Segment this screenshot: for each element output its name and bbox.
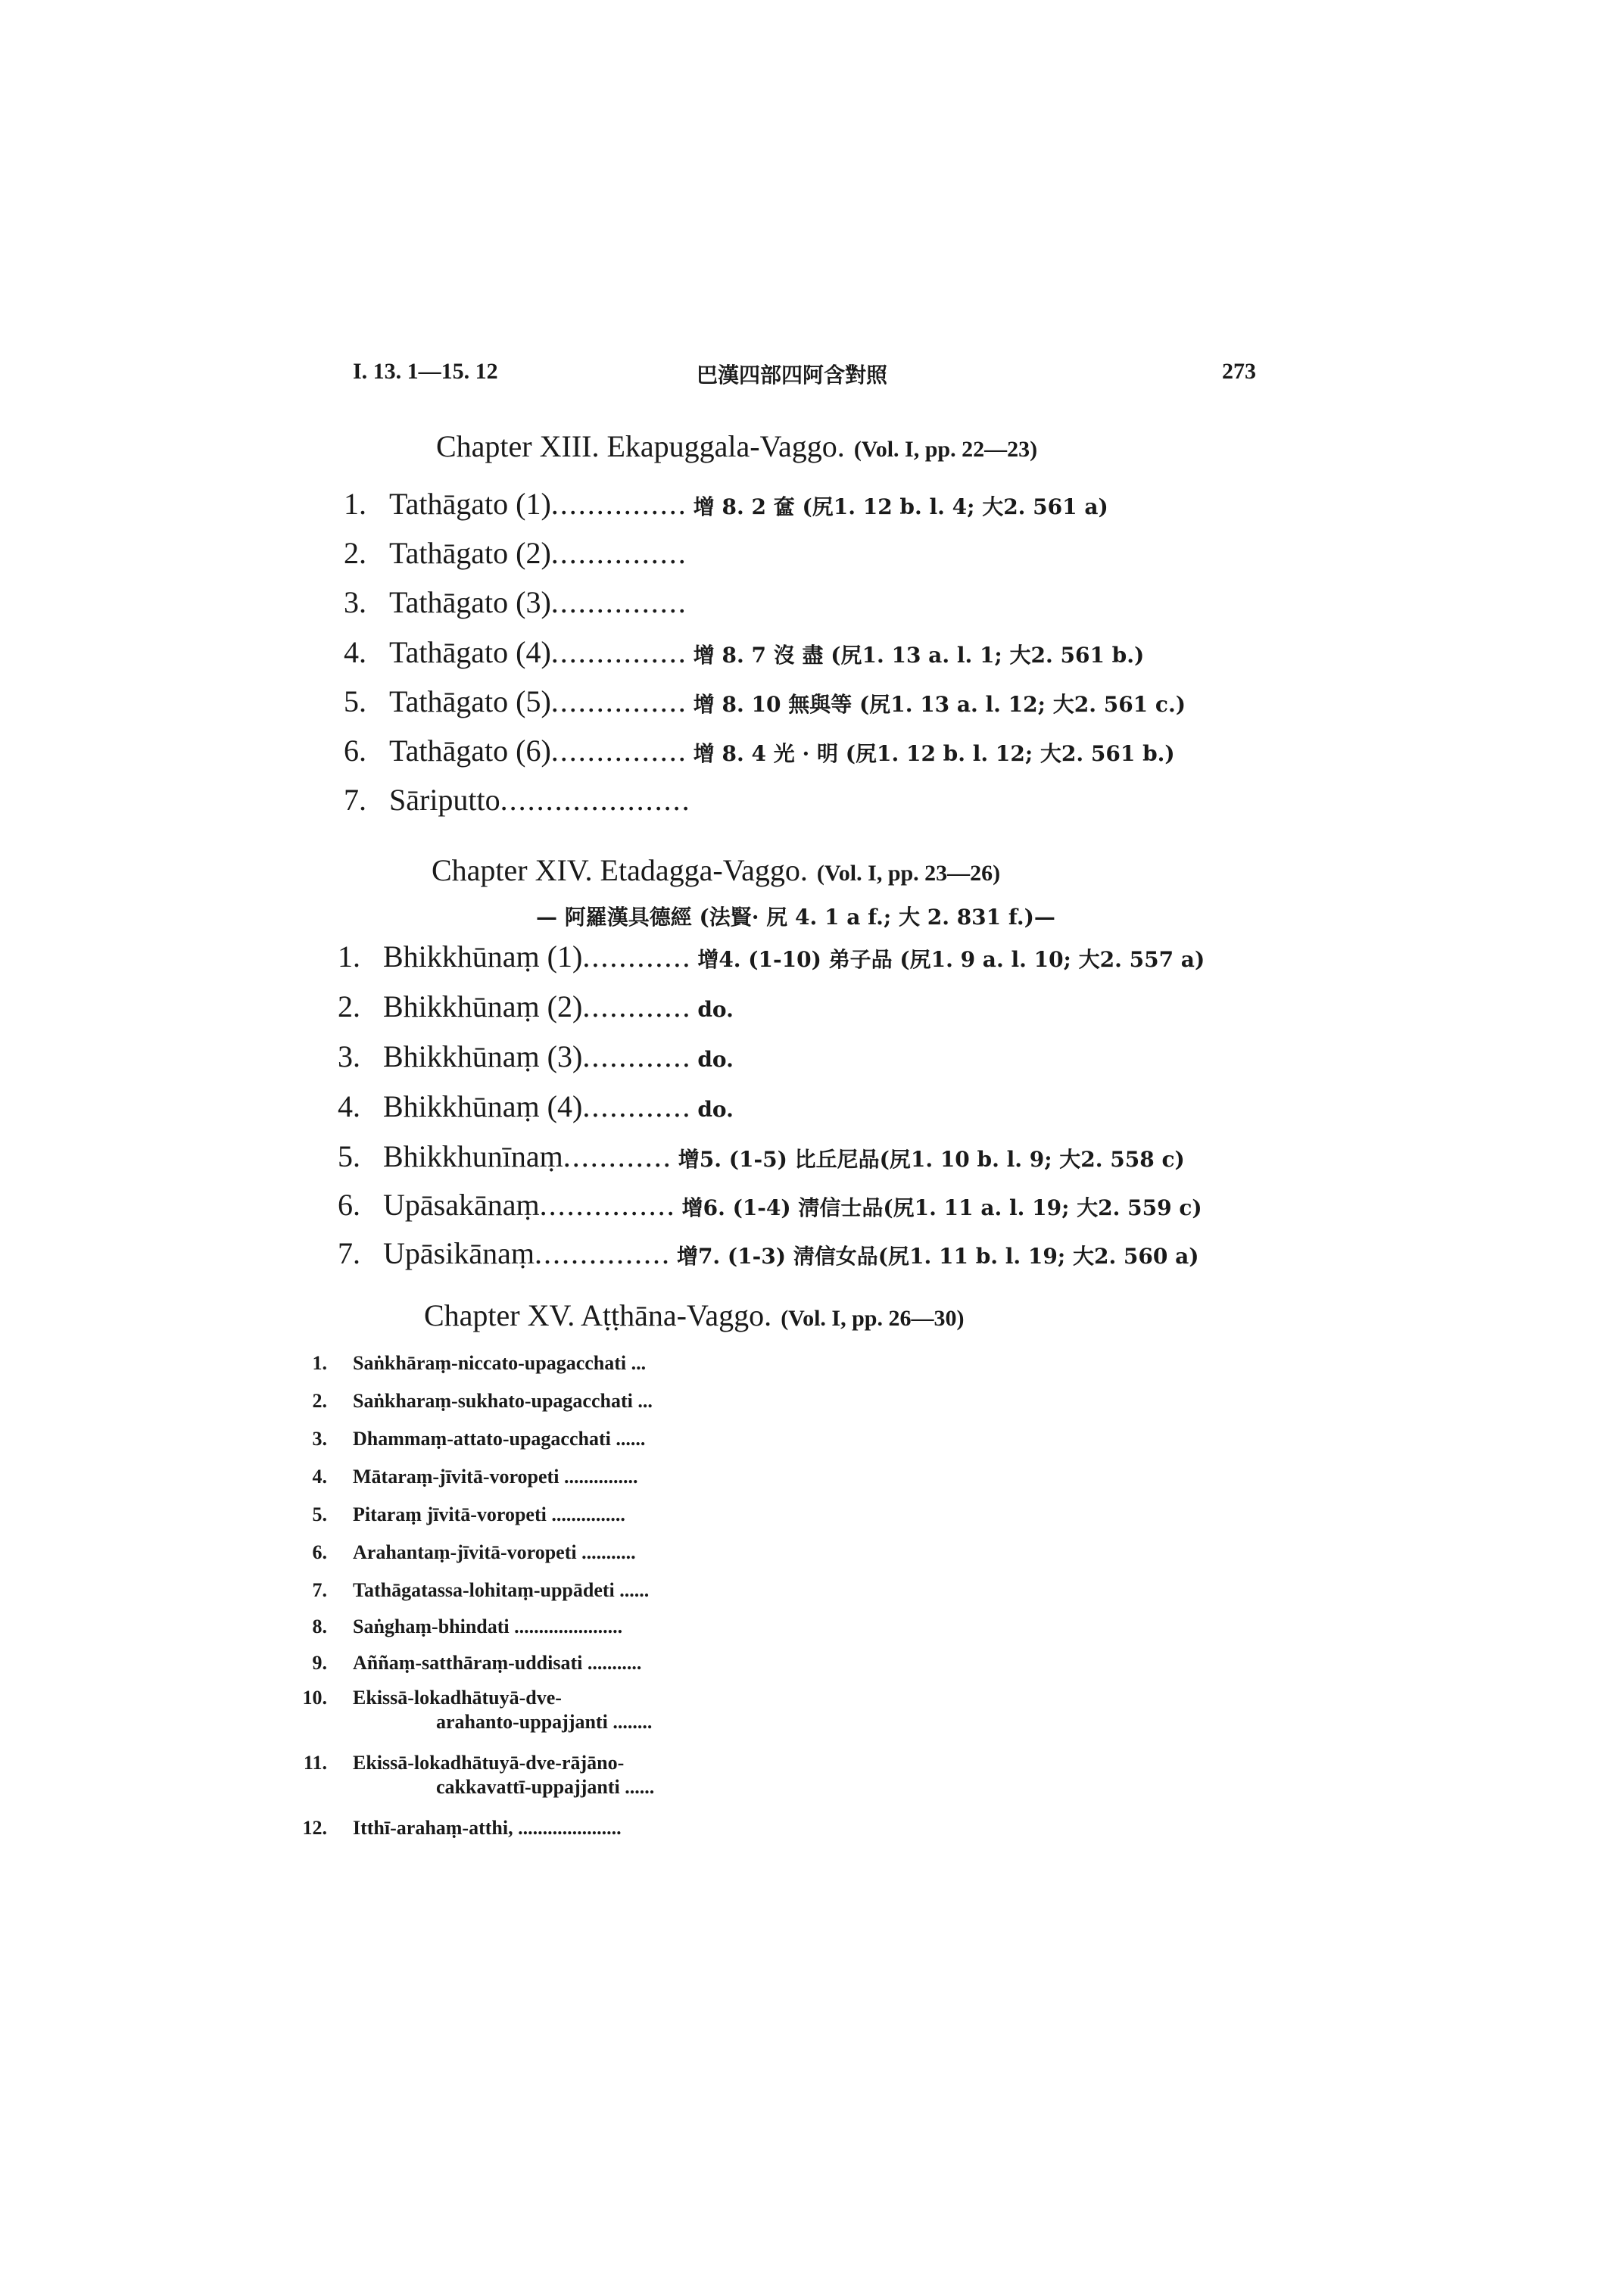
item-number: 3. <box>312 1428 327 1450</box>
item-number: 5. <box>344 684 366 718</box>
item-title: Saṅghaṃ-bhindati <box>353 1615 510 1637</box>
leader-dots: ............... <box>550 734 687 768</box>
chapter-15-title: Chapter XV. Aṭṭhāna-Vaggo. <box>424 1298 772 1332</box>
item-number: 6. <box>338 1188 360 1222</box>
item-number: 9. <box>312 1652 327 1674</box>
item-number: 10. <box>302 1687 327 1709</box>
item-title: Aññaṃ-satthāraṃ-uddisati <box>353 1652 583 1674</box>
leader-dots: ..................... <box>518 1817 622 1839</box>
item-title: Mātaraṃ-jīvitā-voropeti <box>353 1466 560 1488</box>
item-title: Saṅkhāraṃ-niccato-upagacchati <box>353 1352 627 1374</box>
item-number: 12. <box>302 1817 327 1839</box>
chapter-14-heading <box>432 852 1000 888</box>
leader-dots: ........... <box>581 1541 636 1563</box>
chapter-14-subtitle: — 阿羅漢具德經 (法賢· 尻 4. 1 a f.; 大 2. 831 f.)— <box>536 905 1055 930</box>
chapter-14-title: Chapter XIV. Etadagga-Vaggo. <box>432 853 808 887</box>
item-number: 4. <box>312 1466 327 1488</box>
leader-dots: ............ <box>582 989 692 1023</box>
leader-dots: ............... <box>551 1503 625 1525</box>
item-reference: 增5. (1-5) 比丘尼品(尻1. 10 b. l. 9; 大2. 558 c) <box>678 1147 1185 1172</box>
item-reference: do. <box>697 997 734 1022</box>
item-number: 6. <box>312 1541 327 1563</box>
leader-dots: ........... <box>587 1652 642 1674</box>
item-title: Itthī-arahaṃ-atthi, <box>353 1817 513 1839</box>
chapter-13-title: Chapter XIII. Ekapuggala-Vaggo. <box>436 429 845 463</box>
item-reference: 增 8. 4 光 · 明 (尻1. 12 b. l. 12; 大2. 561 b.) <box>693 741 1175 766</box>
item-reference: 增 8. 10 無與等 (尻1. 13 a. l. 12; 大2. 561 c.) <box>693 692 1186 717</box>
leader-dots: ............... <box>550 635 687 669</box>
item-title: Ekissā-lokadhātuyā-dve- <box>353 1687 562 1709</box>
item-reference: 增4. (1-10) 弟子品 (尻1. 9 a. l. 10; 大2. 557 a) <box>697 947 1205 972</box>
item-reference: do. <box>697 1097 734 1122</box>
leader-dots: ............... <box>539 1188 676 1222</box>
leader-dots: ............ <box>582 1089 692 1123</box>
leader-dots: ............... <box>534 1236 671 1270</box>
item-title-continued: cakkavattī-uppajjanti <box>436 1776 620 1798</box>
item-number: 2. <box>344 536 366 570</box>
leader-dots: ...................... <box>514 1615 623 1637</box>
item-number: 4. <box>338 1089 360 1123</box>
leader-dots: ............ <box>582 1039 692 1073</box>
item-reference: do. <box>697 1047 734 1072</box>
running-header-title: 巴漢四部四阿含對照 <box>697 363 888 388</box>
item-title: Sāriputto <box>389 783 500 817</box>
item-title: Bhikkhunīnaṃ <box>383 1139 563 1173</box>
item-number: 1. <box>344 487 366 521</box>
item-title: Tathāgato (5) <box>389 684 551 718</box>
leader-dots: ...... <box>625 1776 655 1798</box>
item-number: 7. <box>312 1579 327 1601</box>
item-title: Bhikkhūnaṃ (2) <box>383 989 583 1023</box>
item-title: Tathāgato (3) <box>389 585 551 619</box>
item-title: Saṅkharaṃ-sukhato-upagacchati <box>353 1390 633 1412</box>
item-number: 2. <box>338 989 360 1023</box>
item-title: Tathāgatassa-lohitaṃ-uppādeti <box>353 1579 615 1601</box>
leader-dots: ............... <box>550 684 687 718</box>
leader-dots: ..................... <box>500 783 691 817</box>
item-title: Arahantaṃ-jīvitā-voropeti <box>353 1541 577 1563</box>
leader-dots: ............... <box>550 536 687 570</box>
item-number: 5. <box>338 1139 360 1173</box>
leader-dots: ............ <box>563 1139 672 1173</box>
item-number: 8. <box>312 1615 327 1637</box>
leader-dots: ... <box>631 1352 647 1374</box>
leader-dots: ............... <box>550 487 687 521</box>
item-number: 4. <box>344 635 366 669</box>
leader-dots: ............... <box>550 585 687 619</box>
item-number: 1. <box>338 939 360 974</box>
chapter-15-volume: (Vol. I, pp. 26—30) <box>781 1306 965 1331</box>
item-title: Upāsakānaṃ <box>383 1188 540 1222</box>
chapter-15-heading <box>424 1298 964 1333</box>
item-title: Tathāgato (6) <box>389 734 551 768</box>
chapter-14-volume: (Vol. I, pp. 23—26) <box>816 861 1001 886</box>
item-title: Upāsikānaṃ <box>383 1236 535 1270</box>
running-header-reference: I. 13. 1—15. 12 <box>353 359 498 384</box>
item-number: 1. <box>312 1352 327 1374</box>
item-reference: 增6. (1-4) 淸信士品(尻1. 11 a. l. 19; 大2. 559 c) <box>681 1195 1202 1220</box>
item-title: Ekissā-lokadhātuyā-dve-rājāno- <box>353 1752 625 1774</box>
item-title: Pitaraṃ jīvitā-voropeti <box>353 1503 547 1525</box>
page-number: 273 <box>1222 359 1256 384</box>
item-title: Tathāgato (1) <box>389 487 551 521</box>
item-title: Tathāgato (4) <box>389 635 551 669</box>
leader-dots: ... <box>637 1390 653 1412</box>
leader-dots: ........ <box>613 1711 653 1733</box>
item-number: 5. <box>312 1503 327 1525</box>
chapter-13-heading <box>436 428 1037 464</box>
item-title-continued: arahanto-uppajjanti <box>436 1711 608 1733</box>
item-number: 2. <box>312 1390 327 1412</box>
item-number: 7. <box>338 1236 360 1270</box>
item-number: 3. <box>338 1039 360 1073</box>
item-title: Dhammaṃ-attato-upagacchati <box>353 1428 611 1450</box>
item-reference: 增7. (1-3) 淸信女品(尻1. 11 b. l. 19; 大2. 560 a) <box>676 1244 1199 1269</box>
item-title: Bhikkhūnaṃ (3) <box>383 1039 583 1073</box>
item-reference: 增 8. 7 沒 盡 (尻1. 13 a. l. 1; 大2. 561 b.) <box>693 643 1145 668</box>
item-title: Bhikkhūnaṃ (1) <box>383 939 583 974</box>
item-number: 7. <box>344 783 366 817</box>
item-number: 6. <box>344 734 366 768</box>
item-title: Tathāgato (2) <box>389 536 551 570</box>
leader-dots: ...... <box>616 1428 646 1450</box>
leader-dots: ............... <box>563 1466 638 1488</box>
item-reference: 增 8. 2 奩 (尻1. 12 b. l. 4; 大2. 561 a) <box>693 494 1108 519</box>
chapter-13-volume: (Vol. I, pp. 22—23) <box>853 437 1038 462</box>
leader-dots: ...... <box>619 1579 650 1601</box>
leader-dots: ............ <box>582 939 692 974</box>
item-title: Bhikkhūnaṃ (4) <box>383 1089 583 1123</box>
item-number: 3. <box>344 585 366 619</box>
item-number: 11. <box>303 1752 327 1774</box>
